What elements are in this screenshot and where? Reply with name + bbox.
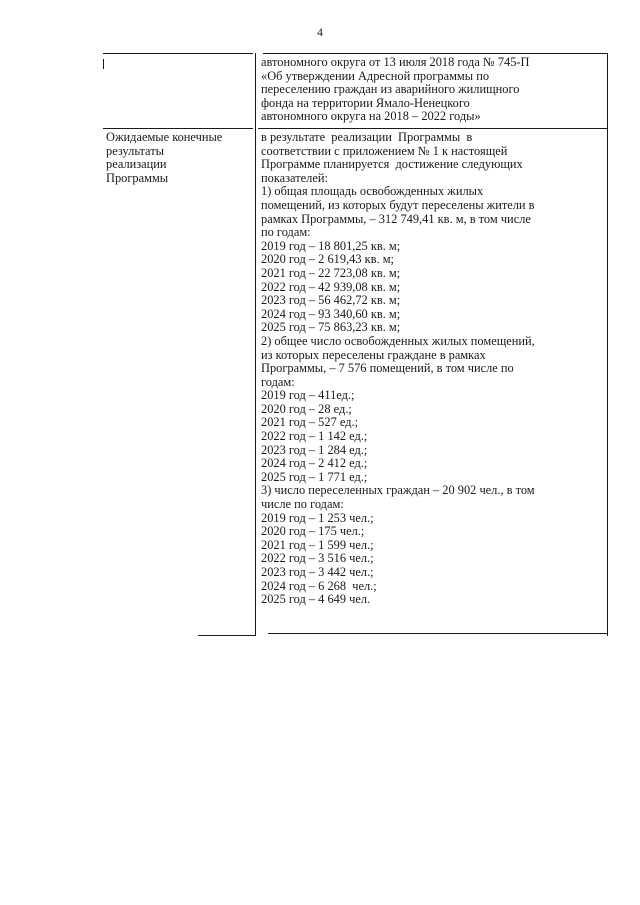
row2-right-line: помещений, из которых будут переселены жители в <box>261 197 535 212</box>
row2-right-line: 2019 год – 411ед.; <box>261 388 355 403</box>
row2-right-line: в результате реализации Программы в <box>261 130 473 144</box>
row2-right-line: 1) общая площадь освобожденных жилых <box>261 184 484 199</box>
table-border-bottom-right <box>268 633 608 634</box>
row2-right-line: 2023 год – 56 462,72 кв. м; <box>261 293 401 308</box>
row2-right-line: 2025 год – 4 649 чел. <box>261 592 371 607</box>
table-row-divider-left <box>103 128 253 129</box>
row1-right-line: автономного округа на 2018 – 2022 годы» <box>261 109 481 124</box>
row2-right-cell <box>261 131 535 607</box>
table-column-divider <box>255 53 256 636</box>
row1-right-cell <box>261 56 530 124</box>
row2-right-line: 3) число переселенных граждан – 20 902 чел., в том <box>261 483 535 498</box>
row2-right-line: 2024 год – 93 340,60 кв. м; <box>261 306 401 321</box>
row2-right-line: 2025 год – 75 863,23 кв. м; <box>261 320 401 335</box>
row2-right-line: 2022 год – 3 516 чел.; <box>261 551 374 566</box>
row2-right-line: 2019 год – 1 253 чел.; <box>261 510 374 525</box>
row2-right-line: 2025 год – 1 771 ед.; <box>261 469 368 484</box>
row2-right-line: Программы, – 7 576 помещений, в том числе по <box>261 361 514 376</box>
table-border-top-left <box>103 53 253 54</box>
row2-right-line: показателей: <box>261 170 328 185</box>
row2-right-line: 2024 год – 6 268 чел.; <box>261 578 377 593</box>
row2-right-line: 2020 год – 175 чел.; <box>261 524 365 539</box>
table-border-top-right <box>263 53 608 54</box>
table-border-right <box>607 53 608 636</box>
row1-right-line: фонда на территории Ямало-Ненецкого <box>261 95 470 110</box>
row2-right-line: 2021 год – 22 723,08 кв. м; <box>261 265 401 280</box>
row2-right-line: Программе планируется достижение следующих <box>261 157 523 172</box>
page-number: 4 <box>317 25 323 39</box>
program-passport-table <box>103 53 608 636</box>
row2-left-line: Программы <box>106 170 169 185</box>
table-row-divider-right <box>258 128 608 129</box>
row2-right-line: из которых переселены граждане в рамках <box>261 347 486 362</box>
row2-right-line: 2022 год – 1 142 ед.; <box>261 429 368 444</box>
row2-right-line: 2023 год – 1 284 ед.; <box>261 442 368 457</box>
row2-right-line: 2023 год – 3 442 чел.; <box>261 565 374 579</box>
row1-right-line: автономного округа от 13 июля 2018 года № 745-П <box>261 55 530 69</box>
row2-right-line: числе по годам: <box>261 497 344 512</box>
row2-left-line: реализации <box>106 157 167 172</box>
row1-right-line: переселению граждан из аварийного жилищного <box>261 82 520 97</box>
row2-left-cell <box>106 131 222 185</box>
row2-right-line: 2021 год – 527 ед.; <box>261 415 359 430</box>
table-border-left-fragment <box>103 59 104 69</box>
row2-right-line: соответствии с приложением № 1 к настоящей <box>261 143 508 158</box>
row2-right-line: 2024 год – 2 412 ед.; <box>261 456 368 471</box>
table-border-bottom-left <box>198 635 255 636</box>
row2-left-line: результаты <box>106 143 164 158</box>
row2-right-line: 2021 год – 1 599 чел.; <box>261 537 374 552</box>
row2-right-line: 2020 год – 2 619,43 кв. м; <box>261 252 394 267</box>
row2-right-line: годам: <box>261 374 295 389</box>
row2-left-line: Ожидаемые конечные <box>106 130 223 144</box>
row2-right-line: по годам: <box>261 225 311 240</box>
row2-right-line: 2022 год – 42 939,08 кв. м; <box>261 279 401 294</box>
row2-right-line: 2) общее число освобожденных жилых помещений, <box>261 333 535 348</box>
row1-right-line: «Об утверждении Адресной программы по <box>261 68 490 83</box>
row2-right-line: 2020 год – 28 ед.; <box>261 401 352 416</box>
row2-right-line: рамках Программы, – 312 749,41 кв. м, в том числе <box>261 211 531 226</box>
row2-right-line: 2019 год – 18 801,25 кв. м; <box>261 238 401 253</box>
